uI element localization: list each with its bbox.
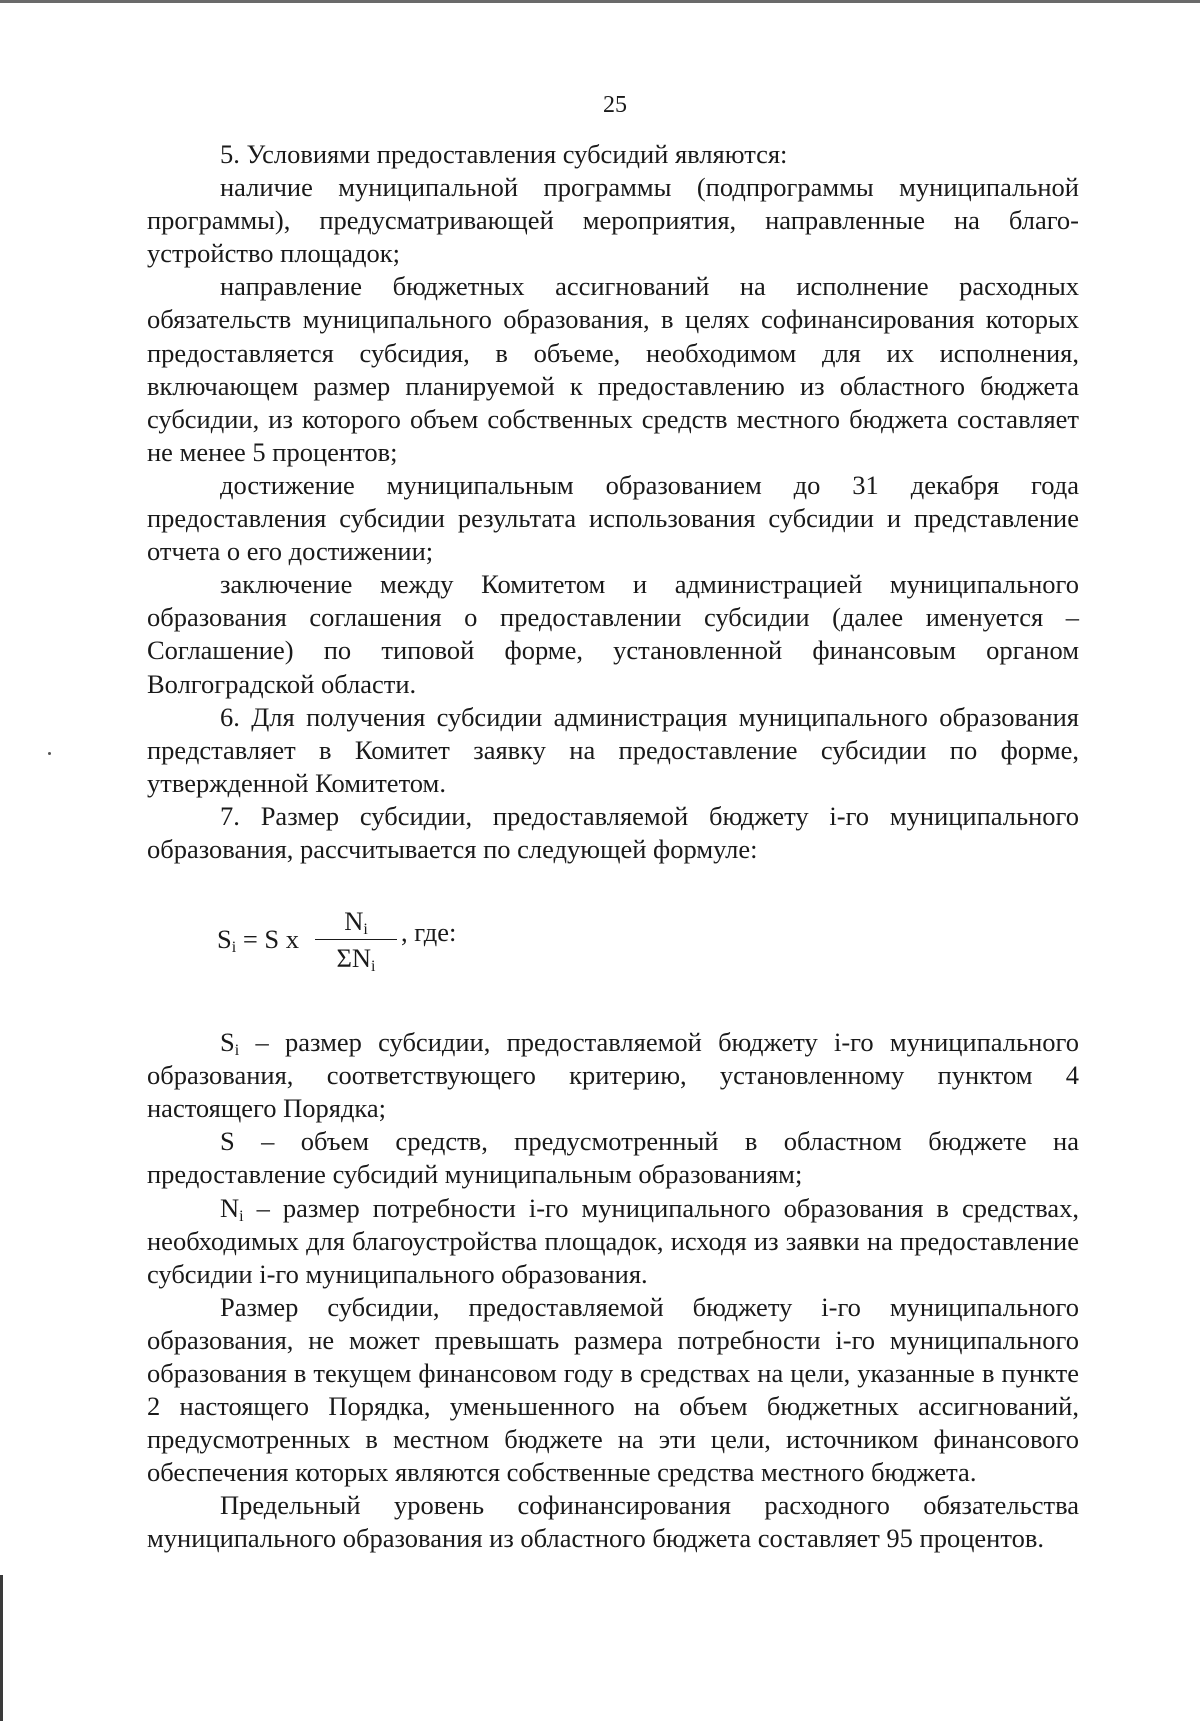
formula-numerator [315, 906, 397, 940]
formula-denominator-subscript: i [371, 958, 376, 976]
formula-fraction [315, 906, 397, 976]
paragraph-item-6: 6. Для получения субсидии администрация муниципального образования представляет в Комитет заявку на предоставление субсидии по форме, утвержденной Комитетом. [147, 701, 1079, 798]
definition-symbol: N [220, 1192, 240, 1223]
paragraph-conditions-heading: 5. Условиями предоставления субсидий являются: [220, 139, 788, 169]
formula-equals-text: = S x [236, 924, 300, 955]
paragraph-condition-budget-allocation: направление бюджетных ассигнований на исполнение расходных обязательств муниципального образования, в целях софинансирования которых предоставляется субсидия, в объеме, необходимом для их исполнения, включающем размер планируемой к предоставлению из областного бюджета субсидии, из которого объем собственных средств местного бюджета составляет не менее 5 процентов; [147, 271, 1079, 467]
page-number: 25 [603, 92, 627, 118]
scan-top-border [0, 0, 1200, 3]
paragraph-cofinancing-level: Предельный уровень софинансирования расходного обязательства муниципального образования из областного бюджета составляет 95 процентов. [147, 1490, 1079, 1554]
definition-text: – объем средств, предусмотренный в областном бюджете на предоставление субсидий муниципальным образованиям; [147, 1126, 1079, 1190]
formula-numerator-symbol: N [344, 906, 364, 937]
definition-ni [147, 1192, 1079, 1291]
definition-text: – размер потребности i-го муниципального образования в средствах, необходимых для благоустройства площадок, исходя из заявки на предоставление субсидии i-го муниципального образования. [147, 1192, 1079, 1289]
formula-denominator [315, 940, 397, 976]
paragraph-condition-agreement: заключение между Комитетом и администрацией муниципального образования соглашения о предоставлении субсидии (далее именуется – Соглашение) по типовой форме, установленной финансовым органом Волгоградской области. [147, 569, 1079, 699]
formula-numerator-subscript: i [363, 921, 368, 939]
paragraph-item-7: 7. Размер субсидии, предоставляемой бюджету i-го муниципального образования, рассчитывается по следующей формуле: [147, 800, 1079, 864]
definition-text: – размер субсидии, предоставляемой бюджету i-го муниципального образования, соответствующего критерию, установленному пунктом 4 настоящего Порядка; [147, 1027, 1079, 1124]
scan-left-edge-mark [0, 1575, 3, 1721]
document-body [147, 138, 1079, 1556]
paragraph-condition-result: достижение муниципальным образованием до 31 декабря года предоставления субсидии результата использования субсидии и представление отчета о его достижении; [147, 469, 1079, 567]
definition-si [147, 1026, 1079, 1125]
definition-subscript: i [234, 1042, 240, 1060]
formula-lhs-symbol: S [217, 924, 232, 955]
definition-symbol: S [220, 1126, 235, 1157]
formula-denominator-symbol: ΣN [336, 943, 372, 974]
scan-speck [48, 752, 51, 755]
definition-symbol: S [220, 1027, 235, 1058]
definition-s [147, 1125, 1079, 1191]
formula-suffix: , где: [401, 917, 457, 948]
subsidy-formula [147, 866, 1079, 1026]
paragraph-condition-program: наличие муниципальной программы (подпрограммы муниципальной программы), предусматривающей мероприятия, направленные на благоустройство площадок; [147, 172, 1079, 269]
formula-lhs [217, 923, 299, 956]
formula-lhs-subscript: i [231, 939, 237, 957]
paragraph-subsidy-limit: Размер субсидии, предоставляемой бюджету i-го муниципального образования, не может превышать размера потребности i-го муниципального образования в текущем финансовом году в средствах на цели, указанные в пункте 2 настоящего Порядка, уменьшенного на объем бюджетных ассигнований, предусмотренных в местном бюджете на эти цели, источником финансового обеспечения которых являются собственные средства местного бюджета. [147, 1291, 1079, 1488]
definition-subscript: i [239, 1207, 244, 1225]
